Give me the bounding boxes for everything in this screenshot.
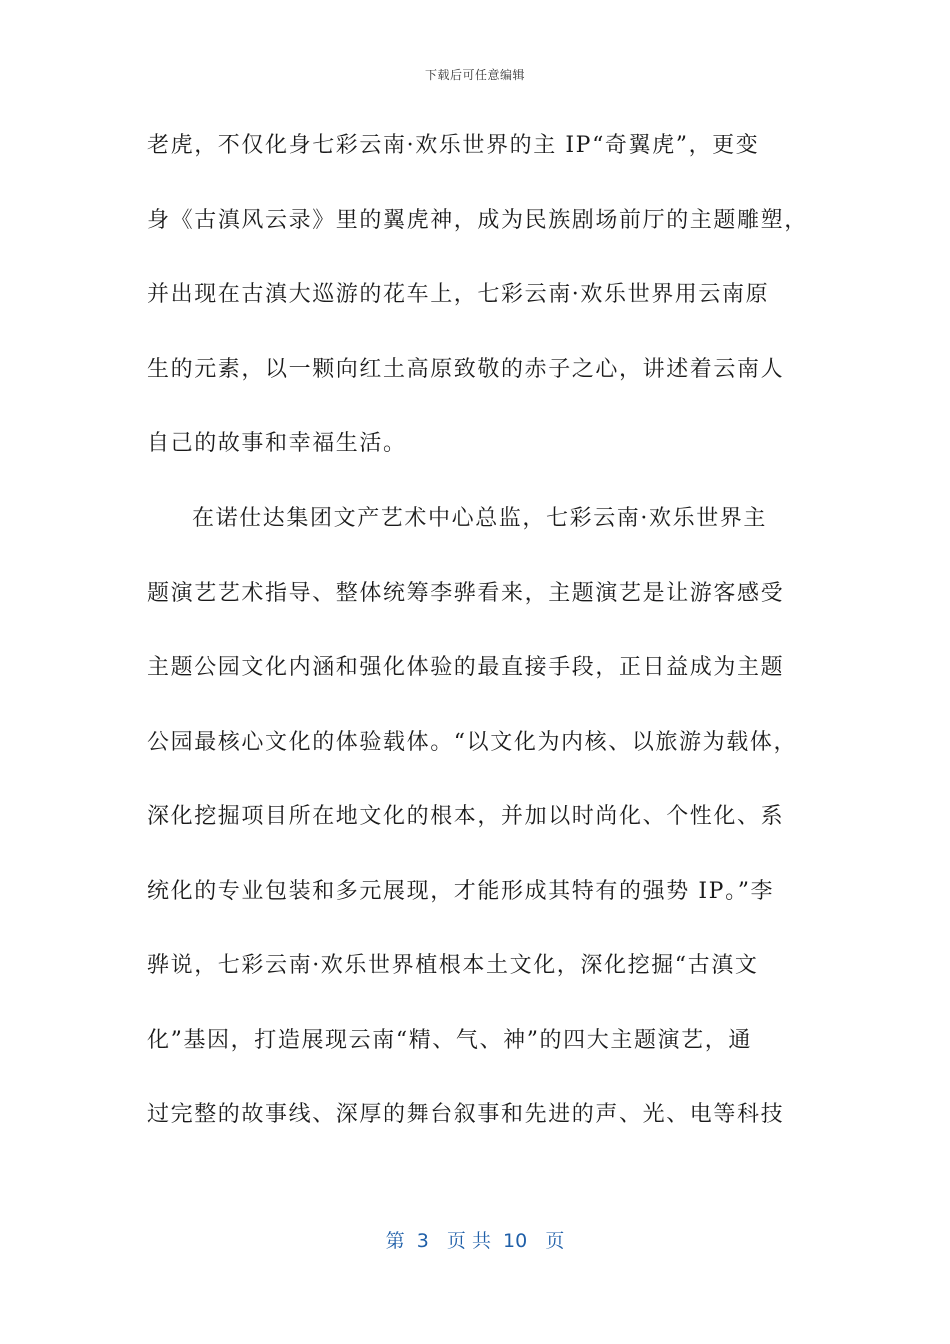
body-line: 深化挖掘项目所在地文化的根本，并加以时尚化、个性化、系	[147, 804, 785, 829]
body-line: 身《古滇风云录》里的翼虎神，成为民族剧场前厅的主题雕塑，	[147, 208, 808, 233]
body-line: 公园最核心文化的体验载体。“以文化为内核、以旅游为载体，	[147, 730, 798, 755]
body-line: 并出现在古滇大巡游的花车上，七彩云南·欢乐世界用云南原	[147, 282, 770, 307]
body-line: 题演艺艺术指导、整体统筹李骅看来，主题演艺是让游客感受	[147, 581, 785, 606]
body-line: 生的元素，以一颗向红土高原致敬的赤子之心，讲述着云南人	[147, 357, 785, 382]
page-header-note: 下载后可任意编辑	[424, 68, 525, 82]
body-line: 过完整的故事线、深厚的舞台叙事和先进的声、光、电等科技	[147, 1102, 785, 1127]
body-line: 在诺仕达集团文产艺术中心总监，七彩云南·欢乐世界主	[192, 506, 767, 531]
page-number-footer: 第 3 页 共 10 页	[385, 1230, 565, 1252]
body-line: 化”基因，打造展现云南“精、气、神”的四大主题演艺，通	[147, 1028, 752, 1053]
body-line: 骅说，七彩云南·欢乐世界植根本土文化，深化挖掘“古滇文	[147, 953, 759, 978]
body-line: 统化的专业包装和多元展现，才能形成其特有的强势 IP。”李	[147, 879, 775, 904]
body-line: 主题公园文化内涵和强化体验的最直接手段，正日益成为主题	[147, 655, 785, 680]
body-line: 自己的故事和幸福生活。	[147, 431, 407, 456]
body-line: 老虎，不仅化身七彩云南·欢乐世界的主 IP“奇翼虎”，更变	[147, 133, 760, 158]
